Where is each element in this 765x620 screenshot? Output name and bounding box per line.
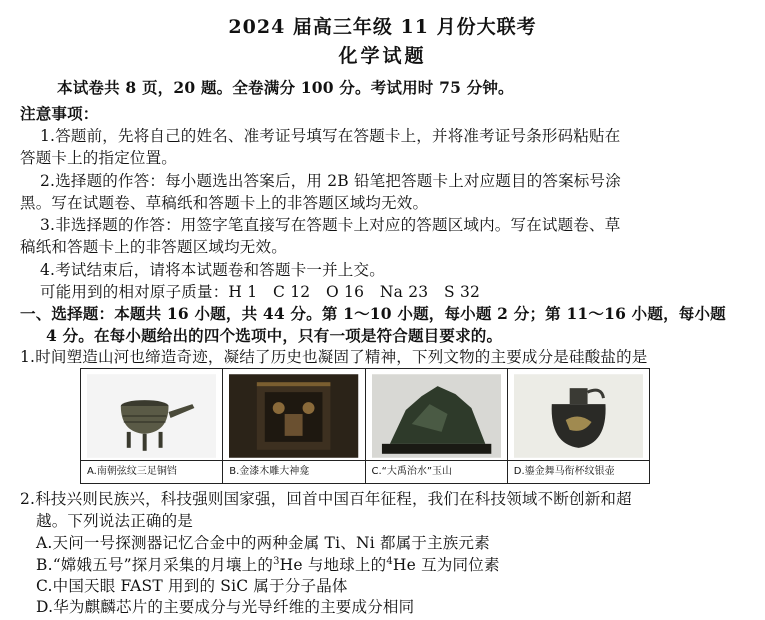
note-1-line-2: 答题卡上的指定位置。	[20, 149, 178, 167]
question-2-option-a: A.天问一号探测器记忆合金中的两种金属 Ti、Ni 都属于主族元素	[36, 534, 490, 552]
lacquer-shrine-image	[229, 374, 358, 458]
option-c-caption: C.“大禹治水”玉山	[366, 460, 507, 483]
section-1-line-1: 一、选择题：本题共 16 小题，共 44 分。第 1～10 小题，每小题 2 分；第 11～16 小题，每小题	[20, 304, 726, 323]
question-2-option-d: D.华为麒麟芯片的主要成分与光导纤维的主要成分相同	[36, 598, 415, 616]
note-3-line-1: 3.非选择题的作答：用签字笔直接写在答题卡上对应的答题区域内。写在试题卷、草	[40, 216, 621, 234]
question-2-stem-line-2: 越。下列说法正确的是	[36, 512, 194, 530]
option-b-caption: B.金漆木雕大神龛	[223, 460, 364, 483]
note-2-line-1: 2.选择题的作答：每小题选出答案后，用 2B 铅笔把答题卡上对应题目的答案标号涂	[40, 172, 621, 190]
option-a-caption: A.南朝弦纹三足铜铛	[81, 460, 222, 483]
jade-mountain-image	[372, 374, 501, 458]
silver-pot-image	[514, 374, 643, 458]
note-4: 4.考试结束后，请将本试题卷和答题卡一并上交。	[40, 261, 385, 279]
option-d-caption: D.鎏金舞马衔杯纹银壶	[508, 460, 649, 483]
option-d-cell	[508, 369, 649, 483]
artifact-figure-table	[80, 368, 650, 484]
exam-subtitle: 化学试题	[338, 45, 427, 67]
atomic-masses: 可能用到的相对原子质量：H 1 C 12 O 16 Na 23 S 32	[40, 283, 481, 301]
note-3-line-2: 稿纸和答题卡上的非答题区域均无效。	[20, 238, 287, 256]
exam-info: 本试卷共 8 页，20 题。全卷满分 100 分。考试用时 75 分钟。	[57, 78, 514, 97]
exam-title: 2024 届高三年级 11 月份大联考	[228, 16, 537, 38]
question-2-option-b: B.“嫦娥五号”探月采集的月壤上的$^3$He 与地球上的$^4$He 互为同位素	[36, 556, 500, 574]
question-1-stem: 1.时间塑造山河也缔造奇迹，凝结了历史也凝固了精神，下列文物的主要成分是硅酸盐的是	[20, 348, 648, 366]
notes-heading: 注意事项：	[20, 104, 99, 123]
option-b-cell	[223, 369, 365, 483]
question-2-stem-line-1: 2.科技兴则民族兴，科技强则国家强，回首中国百年征程，我们在科技领域不断创新和超	[20, 490, 632, 508]
option-a-cell	[81, 369, 223, 483]
note-1-line-1: 1.答题前，先将自己的姓名、准考证号填写在答题卡上，并将准考证号条形码粘贴在	[40, 127, 621, 145]
section-1-line-2: 4 分。在每小题给出的四个选项中，只有一项是符合题目要求的。	[46, 326, 503, 345]
option-c-cell	[366, 369, 508, 483]
question-2-option-c: C.中国天眼 FAST 用到的 SiC 属于分子晶体	[36, 577, 348, 595]
bronze-tripod-image	[87, 374, 216, 458]
note-2-line-2: 黑。写在试题卷、草稿纸和答题卡上的非答题区域均无效。	[20, 194, 429, 212]
